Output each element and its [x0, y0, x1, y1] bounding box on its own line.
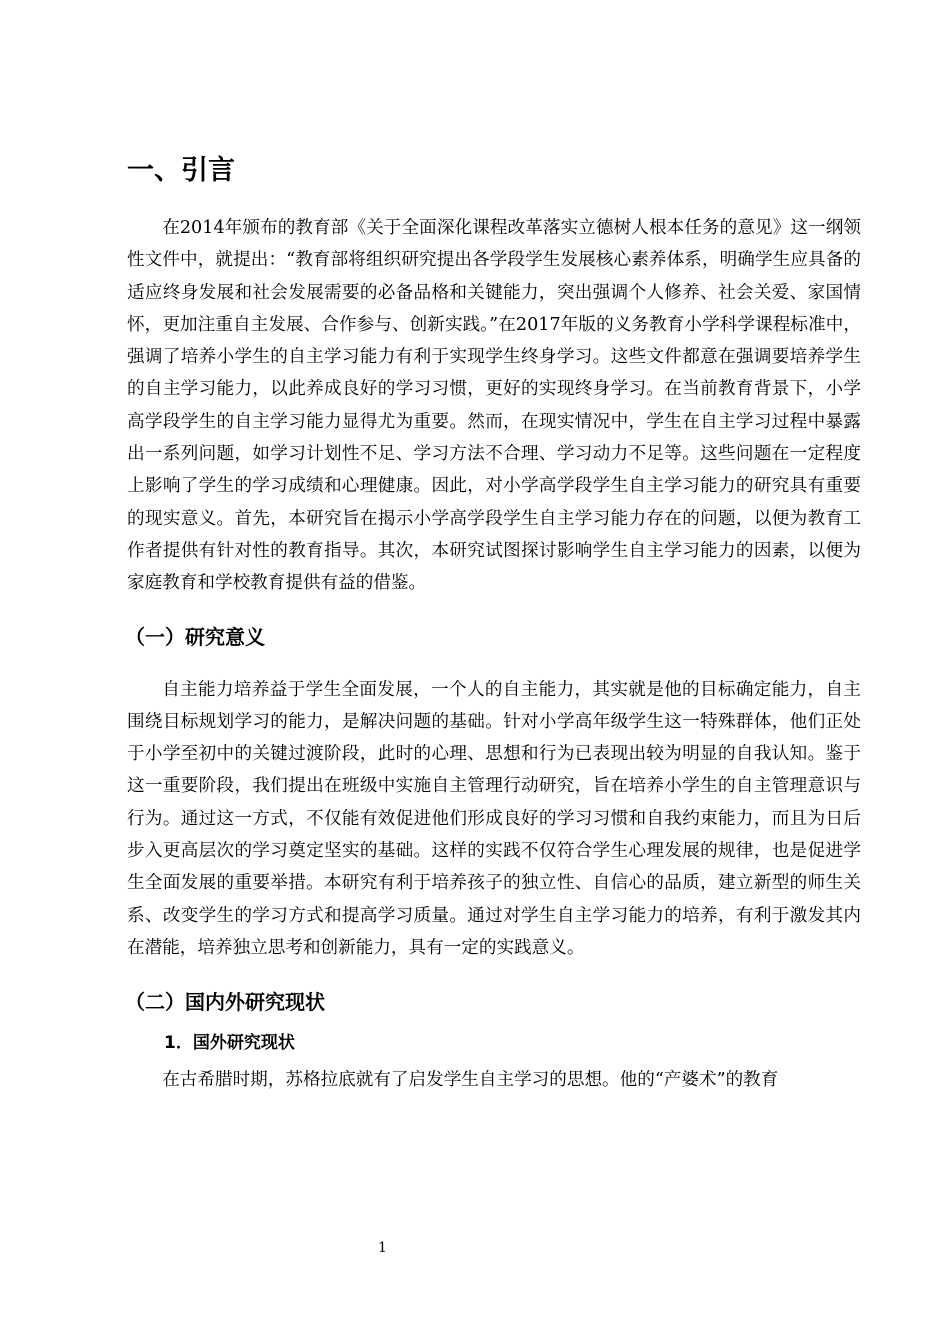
chapter-heading: 一、引言: [127, 155, 235, 186]
page-number: 1: [378, 1240, 387, 1256]
section-heading-research-status: （二）国内外研究现状: [125, 990, 325, 1015]
page-content: [127, 150, 861, 1097]
intro-paragraph: 在2014年颁布的教育部《关于全面深化课程改革落实立德树人根本任务的意见》这一纲领性文件中，就提出：“教育部将组织研究提出各学段学生发展核心素养体系，明确学生应具备的适应终身发展和社会发展需要的必备品格和关键能力，突出强调个人修养、社会关爱、家国情怀，更加注重自主发展、合作参与、创新实践。”在2017年版的义务教育小学科学课程标准中，强调了培养小学生的自主学习能力有利于实现学生终身学习。这些文件都意在强调要培养学生的自主学习能力，以此养成良好的学习习惯，更好的实现终身学习。在当前教育背景下，小学高学段学生的自主学习能力显得尤为重要。然而，在现实情况中，学生在自主学习过程中暴露出一系列问题，如学习计划性不足、学习方法不合理、学习动力不足等。这些问题在一定程度上影响了学生的学习成绩和心理健康。因此，对小学高学段学生自主学习能力的研究具有重要的现实意义。首先，本研究旨在揭示小学高学段学生自主学习能力存在的问题，以便为教育工作者提供有针对性的教育指导。其次，本研究试图探讨影响学生自主学习能力的因素，以便为家庭教育和学校教育提供有益的借鉴。: [127, 218, 861, 594]
subsection-heading-foreign-research: 1．国外研究现状: [164, 1033, 295, 1054]
section-heading-significance: （一）研究意义: [125, 624, 265, 649]
foreign-research-paragraph: 在古希腊时期，苏格拉底就有了启发学生自主学习的思想。他的“产婆术”的教育: [162, 1070, 779, 1091]
significance-paragraph: 自主能力培养益于学生全面发展，一个人的自主能力，其实就是他的目标确定能力，自主围绕目标规划学习的能力，是解决问题的基础。针对小学高年级学生这一特殊群体，他们正处于小学至初中的关键过渡阶段，此时的心理、思想和行为已表现出较为明显的自我认知。鉴于这一重要阶段，我们提出在班级中实施自主管理行动研究，旨在培养小学生的自主管理意识与行为。通过这一方式，不仅能有效促进他们形成良好的学习习惯和自我约束能力，而且为日后步入更高层次的学习奠定坚实的基础。这样的实践不仅符合学生心理发展的规律，也是促进学生全面发展的重要举措。本研究有利于培养孩子的独立性、自信心的品质，建立新型的师生关系、改变学生的学习方式和提高学习质量。通过对学生自主学习能力的培养，有利于激发其内在潜能，培养独立思考和创新能力，具有一定的实践意义。: [127, 679, 861, 958]
